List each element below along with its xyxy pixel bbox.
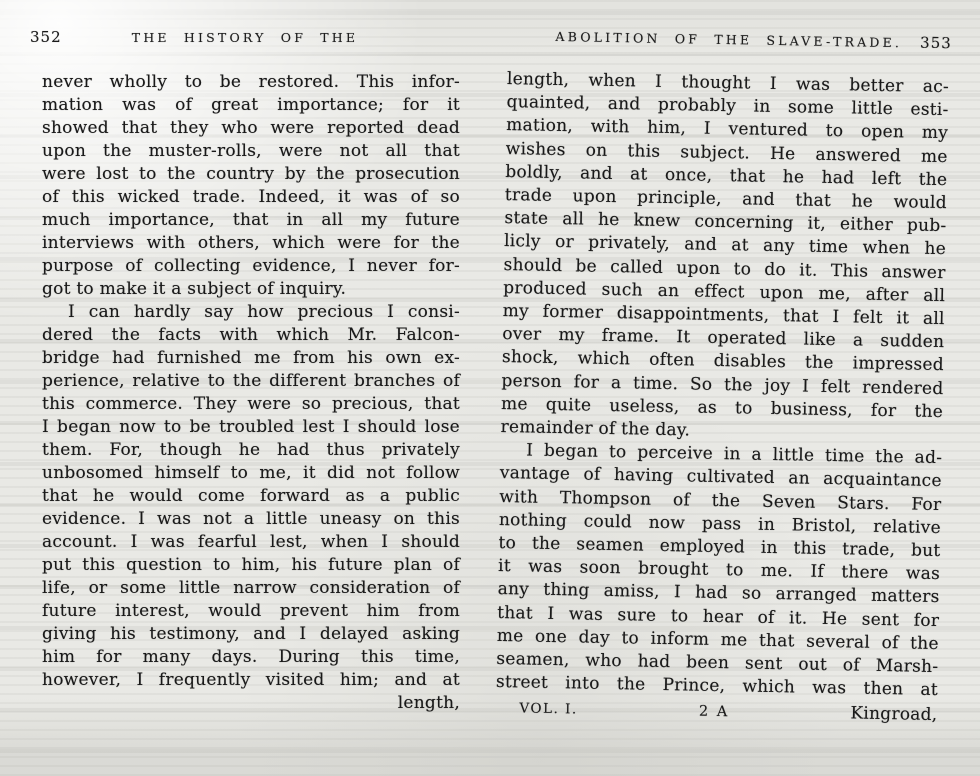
text-line: mation was of great importance; for it: [42, 95, 460, 115]
paragraph: [42, 71, 460, 301]
text-line: to the seamen employed in this trade, but: [498, 533, 941, 562]
paragraph: [42, 301, 460, 692]
paragraph: [496, 439, 943, 702]
catchword: length,: [397, 693, 460, 713]
text-line: of this wicked trade. Indeed, it was of so: [42, 187, 460, 207]
text-line: bridge had furnished me from his own ex-: [42, 348, 460, 368]
text-line: evidence. I was not a little uneasy on this: [42, 509, 460, 529]
text-line: street into the Prince, which was then at: [495, 672, 939, 701]
text-line: person for a time. So the joy I felt rendered: [501, 370, 944, 399]
left-page-header: [30, 28, 460, 46]
left-page: [30, 28, 460, 715]
text-line: mation, with him, I ventured to open my: [505, 115, 949, 144]
text-line: showed that they who were reported dead: [42, 118, 460, 138]
text-line: my former disappointments, that I felt it all: [502, 301, 945, 330]
text-line: interviews with others, which were for the: [42, 233, 460, 253]
text-line: seamen, who had been sent out of Marsh-: [496, 649, 939, 678]
right-page-number: 353: [919, 33, 952, 53]
text-line: I can hardly say how precious I consi-: [68, 302, 460, 322]
text-line: nothing could now pass in Bristol, relative: [498, 509, 942, 538]
right-page-body: [496, 68, 949, 702]
text-line: unbosomed himself to me, it did not follow: [42, 463, 460, 483]
text-line: perience, relative to the different branches of: [42, 371, 460, 391]
right-page-header: [506, 26, 952, 52]
left-page-number: 352: [30, 28, 62, 46]
paragraph: [500, 68, 949, 447]
text-line: future interest, would prevent him from: [42, 601, 460, 621]
text-line: produced such an effect upon me, after all: [503, 277, 946, 306]
text-line: length, when I thought I was better ac-: [506, 69, 950, 98]
text-line: me one day to inform me that several of the: [496, 625, 939, 654]
text-line: trade upon principle, and that he would: [504, 185, 948, 214]
text-line: upon the muster-rolls, were not all that: [42, 141, 460, 161]
right-running-title: ABOLITION OF THE SLAVE-TRADE.: [555, 28, 903, 51]
text-line: however, I frequently visited him; and at: [42, 670, 460, 690]
text-line: giving his testimony, and I delayed asking: [42, 624, 460, 644]
text-line: quainted, and probably in some little esti-: [506, 92, 949, 121]
text-line: me quite useless, as to business, for the: [500, 393, 944, 422]
right-page-footer: [495, 697, 937, 725]
left-running-title: THE HISTORY OF THE: [131, 30, 359, 45]
text-line: purpose of collecting evidence, I never for-: [42, 256, 460, 276]
text-line: much importance, that in all my future: [42, 210, 460, 230]
text-line: them. For, though he had thus privately: [42, 440, 460, 460]
text-line: over my frame. It operated like a sudden: [502, 324, 945, 353]
text-line: life, or some little narrow consideration of: [42, 578, 460, 598]
catchword: Kingroad,: [850, 703, 938, 726]
right-page: [493, 26, 952, 726]
volume-label: VOL. I.: [519, 700, 578, 718]
text-line: boldly, and at once, that he had left the: [505, 161, 948, 190]
text-line: remainder of the day.: [500, 417, 691, 441]
text-line: this commerce. They were so precious, that: [42, 394, 460, 414]
text-line: I began to perceive in a little time the ad-: [526, 440, 943, 469]
text-line: licly or privately, and at any time when he: [503, 231, 947, 260]
text-line: vantage of having cultivated an acquaintance: [499, 463, 942, 492]
signature-mark: 2 A: [698, 704, 730, 721]
text-line: him for many days. During this time,: [42, 647, 460, 667]
text-line: should be called upon to do it. This answer: [503, 254, 946, 283]
text-line: account. I was fearful lest, when I should: [42, 532, 460, 552]
text-line: that he would come forward as a public: [42, 486, 460, 506]
text-line: with Thompson of the Seven Stars. For: [499, 486, 942, 515]
text-line: were lost to the country by the prosecution: [42, 164, 460, 184]
text-line: dered the facts with which Mr. Falcon-: [42, 325, 460, 345]
text-line: any thing amiss, I had so arranged matters: [497, 579, 940, 608]
text-line: that I was sure to hear of it. He sent for: [497, 602, 940, 631]
text-line: got to make it a subject of inquiry.: [42, 279, 347, 299]
text-line: never wholly to be restored. This infor-: [42, 72, 460, 92]
text-line: I began now to be troubled lest I should lose: [42, 417, 460, 437]
header-spacer: [506, 40, 554, 41]
text-line: it was soon brought to me. If there was: [497, 556, 941, 585]
text-line: state all he knew concerning it, either pub-: [504, 208, 947, 237]
text-line: wishes on this subject. He answered me: [505, 138, 948, 167]
text-line: shock, which often disables the impressed: [501, 347, 945, 376]
left-page-body: [42, 71, 460, 715]
text-line: put this question to him, his future plan of: [42, 555, 460, 575]
